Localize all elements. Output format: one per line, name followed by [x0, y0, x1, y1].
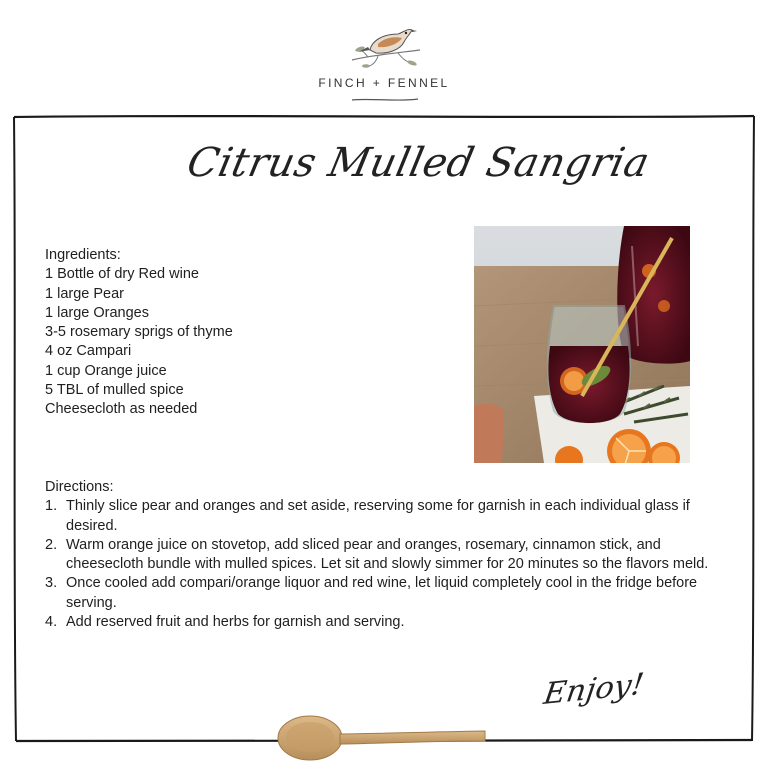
- finch-bird-icon: [348, 20, 424, 70]
- step-number: 1.: [45, 498, 58, 515]
- ingredient-item: 4 oz Campari: [45, 343, 132, 360]
- brand-header: [0, 0, 768, 110]
- ingredient-item: 5 TBL of mulled spice: [45, 382, 184, 399]
- step-text: Warm orange juice on stovetop, add sliced pear and oranges, rosemary, cinnamon stick, and cheesecloth bundle with mulled spices. Let sit and slowly simmer for 20 minutes so the flavors meld.: [66, 536, 709, 573]
- sangria-photo-illustration: [474, 226, 690, 463]
- directions-section: [45, 478, 735, 632]
- ingredient-item: Cheesecloth as needed: [45, 401, 198, 418]
- ingredient-item: 1 large Pear: [45, 285, 124, 302]
- brand-underline: [350, 96, 420, 104]
- direction-step: [45, 574, 735, 613]
- sangria-photo: [474, 226, 690, 463]
- ingredient-item: 1 Bottle of dry Red wine: [45, 266, 199, 283]
- recipe-title-text: Citrus Mulled Sangria: [183, 140, 654, 186]
- step-text: Thinly slice pear and oranges and set aside, reserving some for garnish in each individual glass if desired.: [66, 498, 690, 534]
- ingredients-section: [45, 246, 445, 420]
- step-text: Add reserved fruit and herbs for garnish and serving.: [66, 614, 405, 631]
- direction-step: [45, 613, 735, 632]
- step-number: 4.: [45, 614, 58, 631]
- recipe-title: [183, 140, 654, 210]
- step-text: Once cooled add compari/orange liquor and red wine, let liquid completely cool in the fridge before serving.: [66, 575, 698, 611]
- ingredient-item: 1 large Oranges: [45, 304, 149, 321]
- directions-heading: Directions:: [45, 479, 114, 495]
- ingredient-item: 1 cup Orange juice: [45, 362, 167, 379]
- wooden-spoon-icon: [270, 704, 490, 764]
- step-number: 2.: [45, 536, 58, 553]
- direction-step: [45, 497, 735, 536]
- ingredients-heading: Ingredients:: [45, 247, 121, 263]
- brand-name: FINCH + FENNEL: [318, 76, 450, 90]
- ingredient-item: 3-5 rosemary sprigs of thyme: [45, 324, 233, 341]
- step-number: 3.: [45, 575, 58, 592]
- direction-step: [45, 536, 735, 575]
- directions-list: [45, 497, 735, 632]
- closing-signoff: [541, 666, 675, 722]
- closing-text: Enjoy!: [541, 666, 647, 713]
